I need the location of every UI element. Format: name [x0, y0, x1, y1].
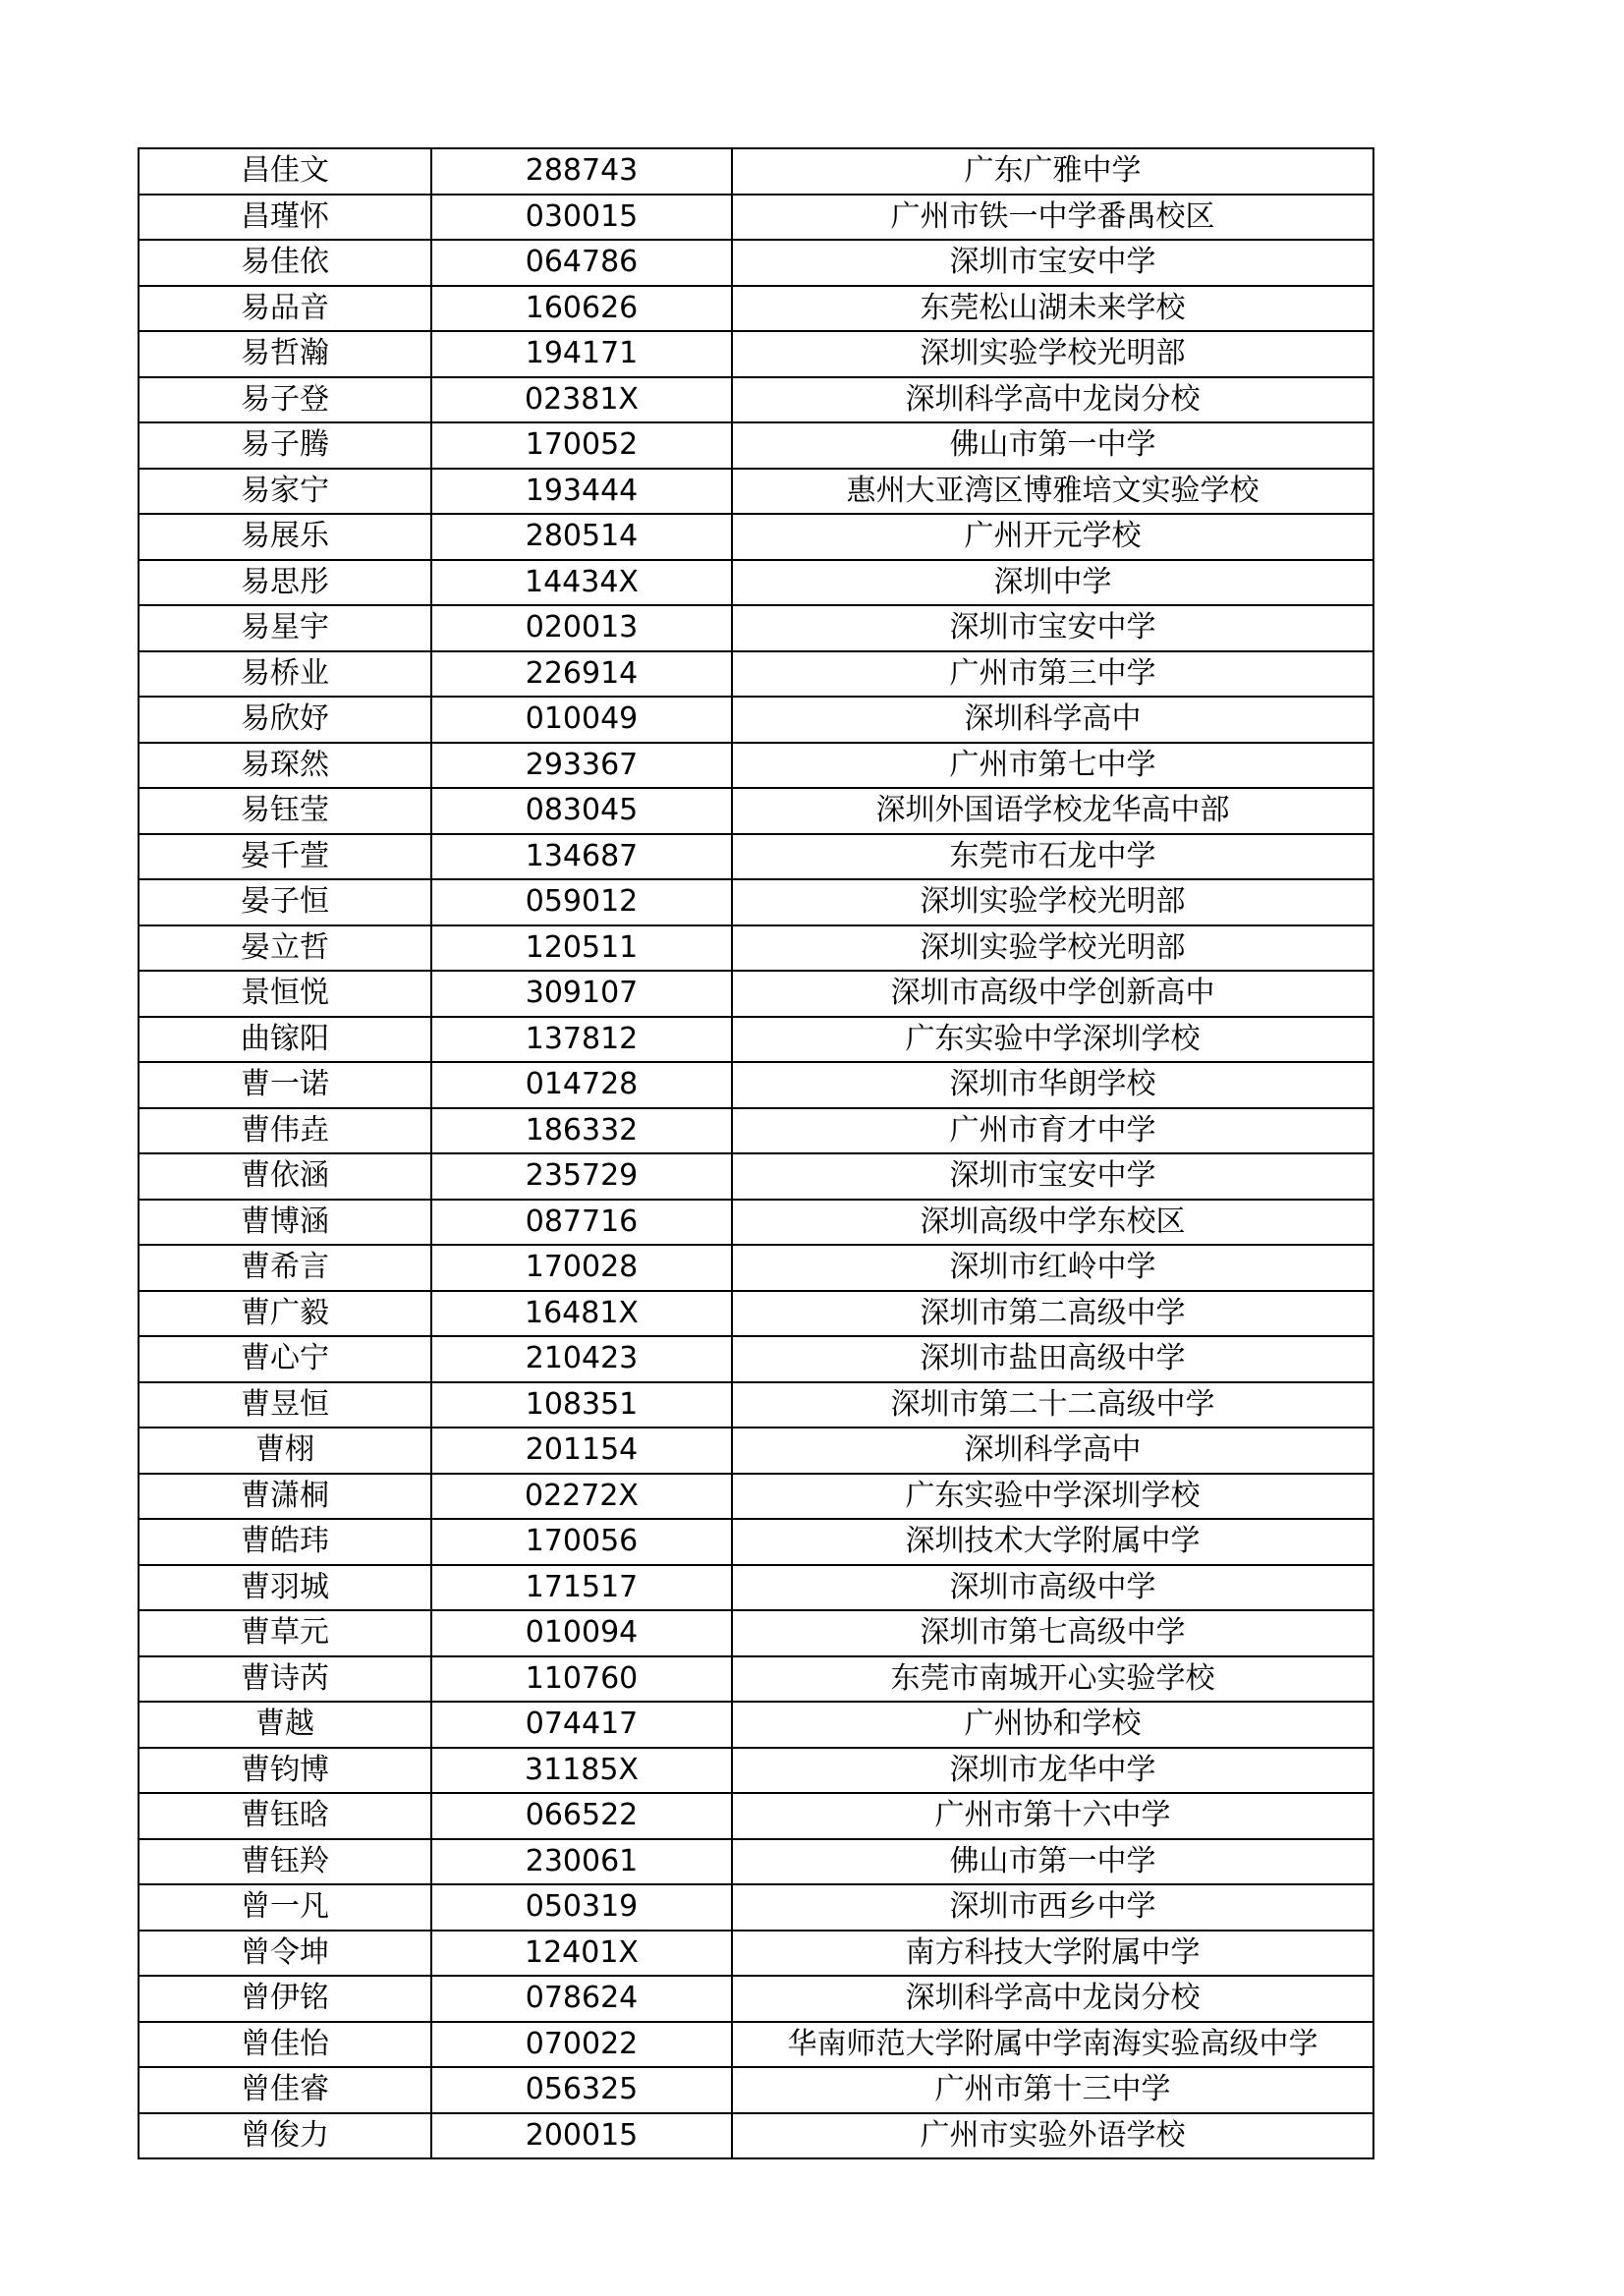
- student-list-table: [138, 147, 1374, 2159]
- id-cell: 010094: [431, 1610, 732, 1656]
- table-row: [139, 1017, 1373, 1063]
- table-row: [139, 331, 1373, 377]
- name-cell: 曹钧博: [139, 1748, 431, 1794]
- id-cell: 083045: [431, 788, 732, 834]
- table-row: [139, 788, 1373, 834]
- school-cell: 深圳实验学校光明部: [732, 879, 1373, 925]
- school-cell: 广东实验中学深圳学校: [732, 1017, 1373, 1063]
- id-cell: 134687: [431, 834, 732, 880]
- table-row: [139, 1839, 1373, 1885]
- name-cell: 易佳依: [139, 240, 431, 286]
- table-row: [139, 834, 1373, 880]
- school-cell: 广州市铁一中学番禺校区: [732, 195, 1373, 241]
- name-cell: 易家宁: [139, 469, 431, 515]
- table-row: [139, 560, 1373, 606]
- school-cell: 深圳外国语学校龙华高中部: [732, 788, 1373, 834]
- id-cell: 020013: [431, 605, 732, 651]
- id-cell: 170028: [431, 1245, 732, 1291]
- id-cell: 309107: [431, 971, 732, 1017]
- school-cell: 深圳高级中学东校区: [732, 1200, 1373, 1246]
- id-cell: 16481X: [431, 1291, 732, 1337]
- table-row: [139, 2067, 1373, 2113]
- name-cell: 曾佳睿: [139, 2067, 431, 2113]
- id-cell: 31185X: [431, 1748, 732, 1794]
- id-cell: 186332: [431, 1108, 732, 1154]
- name-cell: 曹博涵: [139, 1200, 431, 1246]
- school-cell: 深圳市红岭中学: [732, 1245, 1373, 1291]
- table-row: [139, 1793, 1373, 1839]
- id-cell: 110760: [431, 1656, 732, 1703]
- name-cell: 曹广毅: [139, 1291, 431, 1337]
- school-cell: 深圳市宝安中学: [732, 605, 1373, 651]
- table-row: [139, 743, 1373, 789]
- table-row: [139, 195, 1373, 241]
- name-cell: 易桥业: [139, 651, 431, 698]
- school-cell: 深圳市宝安中学: [732, 1153, 1373, 1200]
- id-cell: 064786: [431, 240, 732, 286]
- name-cell: 曾佳怡: [139, 2022, 431, 2068]
- name-cell: 曹皓玮: [139, 1519, 431, 1565]
- id-cell: 02381X: [431, 377, 732, 423]
- school-cell: 深圳市华朗学校: [732, 1062, 1373, 1108]
- name-cell: 曹诗芮: [139, 1656, 431, 1703]
- id-cell: 280514: [431, 514, 732, 560]
- table-row: [139, 1291, 1373, 1337]
- name-cell: 曹钰羚: [139, 1839, 431, 1885]
- name-cell: 易子登: [139, 377, 431, 423]
- id-cell: 170052: [431, 422, 732, 469]
- school-cell: 广州协和学校: [732, 1702, 1373, 1748]
- school-cell: 广州市育才中学: [732, 1108, 1373, 1154]
- id-cell: 02272X: [431, 1474, 732, 1520]
- name-cell: 曹依涵: [139, 1153, 431, 1200]
- table-row: [139, 286, 1373, 332]
- table-row: [139, 1565, 1373, 1611]
- school-cell: 深圳实验学校光明部: [732, 331, 1373, 377]
- school-cell: 深圳市西乡中学: [732, 1884, 1373, 1931]
- name-cell: 易钰莹: [139, 788, 431, 834]
- name-cell: 晏立哲: [139, 925, 431, 972]
- name-cell: 曹希言: [139, 1245, 431, 1291]
- table-row: [139, 240, 1373, 286]
- id-cell: 171517: [431, 1565, 732, 1611]
- table-row: [139, 1931, 1373, 1977]
- school-cell: 深圳科学高中龙岗分校: [732, 1976, 1373, 2022]
- name-cell: 曹心宁: [139, 1336, 431, 1382]
- name-cell: 曾俊力: [139, 2113, 431, 2159]
- school-cell: 广州市第十三中学: [732, 2067, 1373, 2113]
- name-cell: 易哲瀚: [139, 331, 431, 377]
- id-cell: 194171: [431, 331, 732, 377]
- id-cell: 170056: [431, 1519, 732, 1565]
- table-row: [139, 697, 1373, 743]
- id-cell: 078624: [431, 1976, 732, 2022]
- id-cell: 030015: [431, 195, 732, 241]
- school-cell: 深圳市龙华中学: [732, 1748, 1373, 1794]
- school-cell: 广州开元学校: [732, 514, 1373, 560]
- name-cell: 易展乐: [139, 514, 431, 560]
- school-cell: 深圳市高级中学: [732, 1565, 1373, 1611]
- table-row: [139, 1245, 1373, 1291]
- school-cell: 东莞市石龙中学: [732, 834, 1373, 880]
- id-cell: 120511: [431, 925, 732, 972]
- school-cell: 深圳市第二高级中学: [732, 1291, 1373, 1337]
- name-cell: 曾令坤: [139, 1931, 431, 1977]
- name-cell: 易欣妤: [139, 697, 431, 743]
- school-cell: 东莞松山湖未来学校: [732, 286, 1373, 332]
- id-cell: 066522: [431, 1793, 732, 1839]
- table-row: [139, 1336, 1373, 1382]
- name-cell: 曲镓阳: [139, 1017, 431, 1063]
- id-cell: 230061: [431, 1839, 732, 1885]
- name-cell: 曹栩: [139, 1428, 431, 1474]
- school-cell: 深圳技术大学附属中学: [732, 1519, 1373, 1565]
- name-cell: 晏子恒: [139, 879, 431, 925]
- table-row: [139, 1474, 1373, 1520]
- school-cell: 广州市实验外语学校: [732, 2113, 1373, 2159]
- id-cell: 010049: [431, 697, 732, 743]
- school-cell: 深圳中学: [732, 560, 1373, 606]
- name-cell: 易思彤: [139, 560, 431, 606]
- id-cell: 108351: [431, 1382, 732, 1428]
- table-row: [139, 1656, 1373, 1703]
- id-cell: 137812: [431, 1017, 732, 1063]
- table-row: [139, 1610, 1373, 1656]
- school-cell: 广东广雅中学: [732, 148, 1373, 195]
- id-cell: 226914: [431, 651, 732, 698]
- name-cell: 曹昱恒: [139, 1382, 431, 1428]
- table-row: [139, 422, 1373, 469]
- table-row: [139, 2022, 1373, 2068]
- name-cell: 曹钰晗: [139, 1793, 431, 1839]
- table-row: [139, 1884, 1373, 1931]
- school-cell: 广州市第十六中学: [732, 1793, 1373, 1839]
- table-row: [139, 1382, 1373, 1428]
- name-cell: 曹羽城: [139, 1565, 431, 1611]
- table-row: [139, 2113, 1373, 2159]
- table-row: [139, 1702, 1373, 1748]
- table-body: [139, 148, 1373, 2158]
- name-cell: 曹草元: [139, 1610, 431, 1656]
- name-cell: 曹伟垚: [139, 1108, 431, 1154]
- school-cell: 佛山市第一中学: [732, 422, 1373, 469]
- table-row: [139, 469, 1373, 515]
- table-row: [139, 1108, 1373, 1154]
- id-cell: 056325: [431, 2067, 732, 2113]
- table-row: [139, 1153, 1373, 1200]
- name-cell: 曾一凡: [139, 1884, 431, 1931]
- school-cell: 深圳科学高中: [732, 1428, 1373, 1474]
- school-cell: 深圳科学高中龙岗分校: [732, 377, 1373, 423]
- id-cell: 087716: [431, 1200, 732, 1246]
- id-cell: 059012: [431, 879, 732, 925]
- name-cell: 曹越: [139, 1702, 431, 1748]
- name-cell: 晏千萱: [139, 834, 431, 880]
- id-cell: 193444: [431, 469, 732, 515]
- id-cell: 014728: [431, 1062, 732, 1108]
- school-cell: 华南师范大学附属中学南海实验高级中学: [732, 2022, 1373, 2068]
- table-row: [139, 1519, 1373, 1565]
- table-row: [139, 925, 1373, 972]
- school-cell: 深圳实验学校光明部: [732, 925, 1373, 972]
- school-cell: 佛山市第一中学: [732, 1839, 1373, 1885]
- table-row: [139, 605, 1373, 651]
- school-cell: 深圳市盐田高级中学: [732, 1336, 1373, 1382]
- school-cell: 广州市第七中学: [732, 743, 1373, 789]
- name-cell: 易子腾: [139, 422, 431, 469]
- table-row: [139, 1748, 1373, 1794]
- school-cell: 广东实验中学深圳学校: [732, 1474, 1373, 1520]
- school-cell: 深圳市高级中学创新高中: [732, 971, 1373, 1017]
- table-row: [139, 971, 1373, 1017]
- id-cell: 200015: [431, 2113, 732, 2159]
- id-cell: 235729: [431, 1153, 732, 1200]
- table-row: [139, 514, 1373, 560]
- id-cell: 210423: [431, 1336, 732, 1382]
- table-row: [139, 1976, 1373, 2022]
- id-cell: 293367: [431, 743, 732, 789]
- id-cell: 070022: [431, 2022, 732, 2068]
- school-cell: 深圳科学高中: [732, 697, 1373, 743]
- name-cell: 曹一诺: [139, 1062, 431, 1108]
- name-cell: 易琛然: [139, 743, 431, 789]
- school-cell: 东莞市南城开心实验学校: [732, 1656, 1373, 1703]
- id-cell: 288743: [431, 148, 732, 195]
- id-cell: 050319: [431, 1884, 732, 1931]
- school-cell: 惠州大亚湾区博雅培文实验学校: [732, 469, 1373, 515]
- name-cell: 昌佳文: [139, 148, 431, 195]
- table-row: [139, 1428, 1373, 1474]
- id-cell: 201154: [431, 1428, 732, 1474]
- table-row: [139, 1062, 1373, 1108]
- school-cell: 南方科技大学附属中学: [732, 1931, 1373, 1977]
- table-row: [139, 148, 1373, 195]
- name-cell: 曾伊铭: [139, 1976, 431, 2022]
- name-cell: 昌瑾怀: [139, 195, 431, 241]
- id-cell: 160626: [431, 286, 732, 332]
- name-cell: 景恒悦: [139, 971, 431, 1017]
- table-row: [139, 377, 1373, 423]
- name-cell: 易星宇: [139, 605, 431, 651]
- table-row: [139, 879, 1373, 925]
- table-row: [139, 651, 1373, 698]
- school-cell: 广州市第三中学: [732, 651, 1373, 698]
- school-cell: 深圳市宝安中学: [732, 240, 1373, 286]
- id-cell: 12401X: [431, 1931, 732, 1977]
- name-cell: 易品音: [139, 286, 431, 332]
- table-row: [139, 1200, 1373, 1246]
- id-cell: 14434X: [431, 560, 732, 606]
- school-cell: 深圳市第二十二高级中学: [732, 1382, 1373, 1428]
- id-cell: 074417: [431, 1702, 732, 1748]
- name-cell: 曹潇桐: [139, 1474, 431, 1520]
- school-cell: 深圳市第七高级中学: [732, 1610, 1373, 1656]
